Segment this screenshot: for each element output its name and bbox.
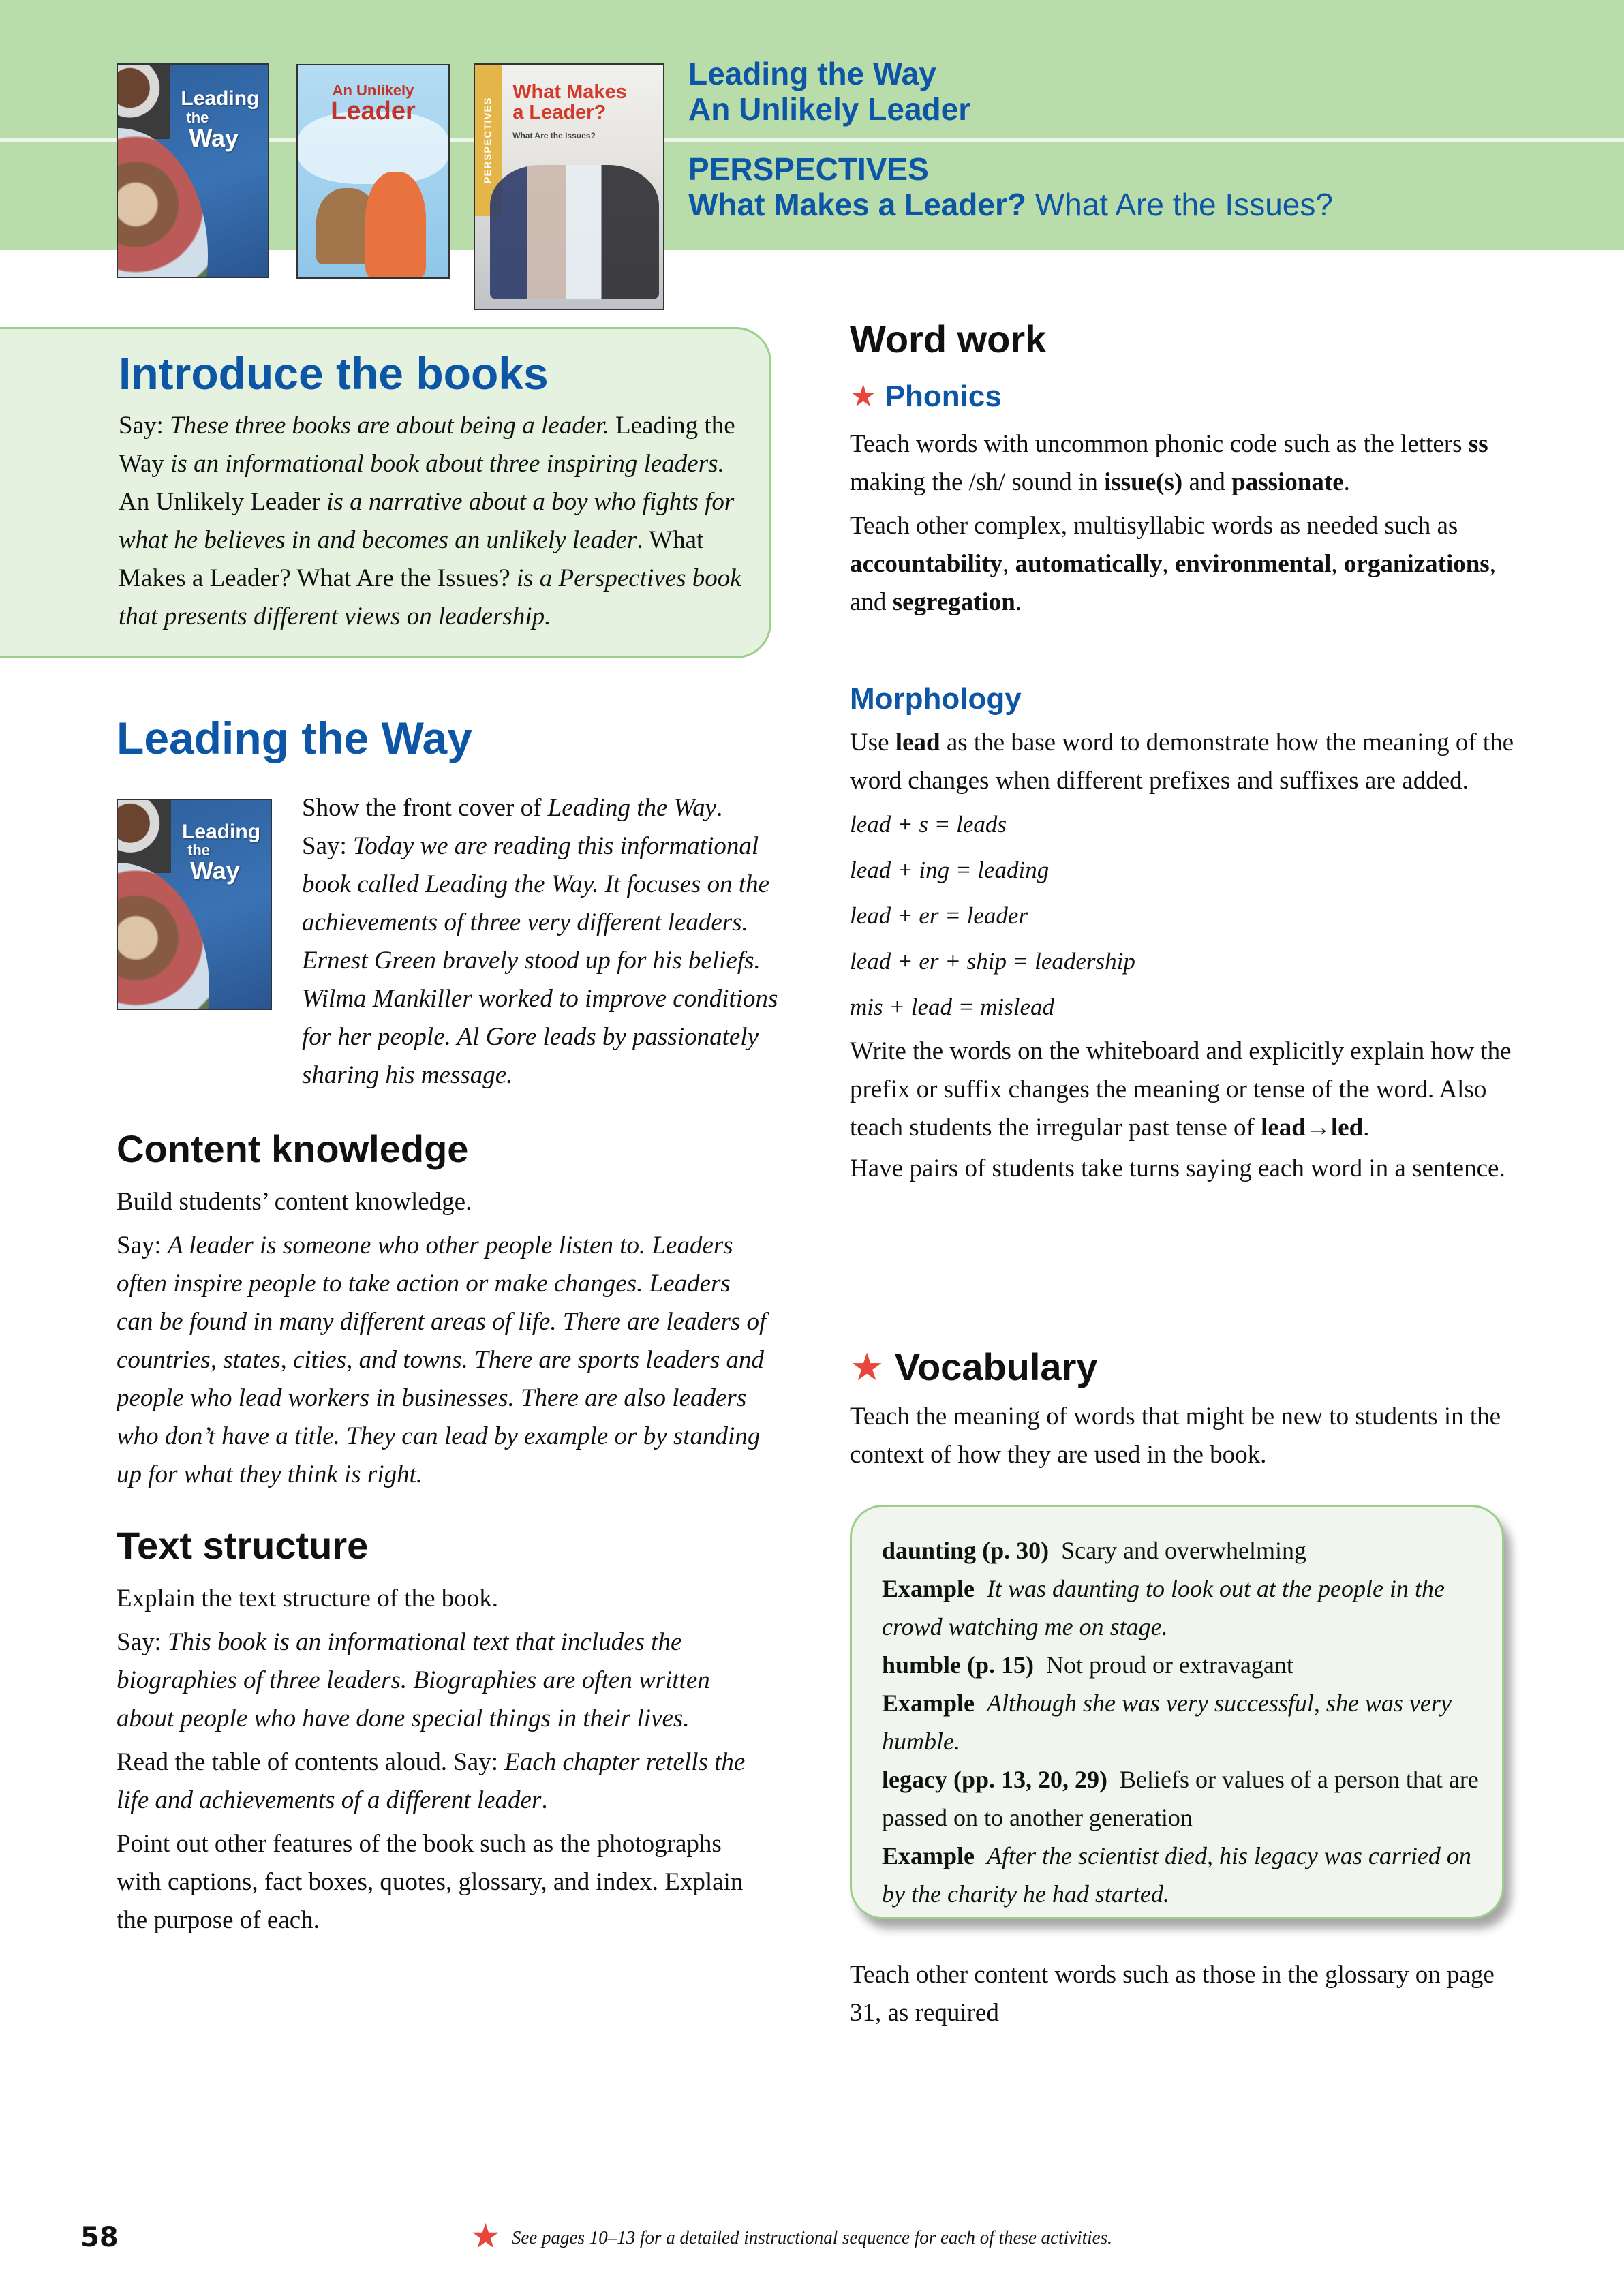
vocabulary-example-line (882, 1684, 1482, 1760)
cover-title-line: a Leader? (512, 102, 607, 124)
content-knowledge-instruction: Build students’ content knowledge. (117, 1188, 472, 1216)
cover-title-line: the (186, 108, 209, 126)
cover-title (298, 82, 448, 125)
perspectives-title-main: What Makes a Leader? (688, 187, 1026, 222)
punctuation: . (1015, 588, 1022, 616)
star-icon: ★ (470, 2216, 501, 2256)
key-word: segregation (892, 588, 1015, 616)
vocabulary-intro: Teach the meaning of words that might be new to students in the context of how they are used in the book. (850, 1403, 1501, 1469)
vocabulary-term: daunting (p. 30) (882, 1537, 1050, 1564)
leading-the-way-section (117, 713, 778, 1089)
text-structure-section (117, 1524, 771, 1940)
example-label: Example (882, 1842, 975, 1869)
punctuation: . (1363, 1114, 1370, 1142)
text: and (1182, 468, 1232, 496)
text-structure-heading: Text structure (117, 1524, 369, 1567)
quote-text: This book is an informational text that includes the biographies of three leaders. Biographies are often written about people who have done special things in their lives. (117, 1628, 710, 1732)
vocabulary-example: Although she was very successful, she was very humble. (882, 1689, 1452, 1755)
morphology-equation: lead + s = leads (850, 811, 1007, 838)
cover-title (512, 82, 627, 123)
vocabulary-box (850, 1505, 1504, 1919)
quote-text: is a Perspectives book that presents different views on leadership. (119, 564, 741, 630)
text-structure-instruction: Explain the text structure of the book. (117, 1585, 498, 1612)
star-icon: ★ (850, 1345, 885, 1390)
header-title-2: An Unlikely Leader (688, 91, 971, 127)
cover-title-line: Leading (181, 87, 260, 110)
phonics-text-2 (850, 507, 1521, 622)
morphology-text-1 (850, 724, 1521, 800)
morphology-equation: lead + er = leader (850, 902, 1028, 929)
morphology-equation: lead + ing = leading (850, 857, 1050, 883)
text: Teach words with uncommon phonic code such as the letters (850, 430, 1469, 458)
content-knowledge-say (117, 1227, 771, 1494)
introduce-books-box (0, 327, 771, 658)
phonics-text-1 (850, 425, 1521, 502)
punctuation: , (1331, 550, 1344, 578)
punctuation: , (1002, 550, 1015, 578)
cover-title-line: Leading (182, 820, 261, 843)
vocabulary-example-line (882, 1570, 1482, 1646)
vocabulary-section (850, 1345, 1521, 1474)
glossary-note-section (850, 1956, 1521, 2032)
vocabulary-entry (882, 1531, 1482, 1646)
book-cover-what-makes-a-leader-icon (474, 63, 664, 310)
book-cover-leading-the-way-icon (117, 63, 269, 278)
key-word: ss (1468, 430, 1488, 458)
punctuation: , (1162, 550, 1175, 578)
quote-text: A leader is someone who other people listen to. Leaders often inspire people to take action or make changes. Leaders can be found in many different areas of life. There are leaders of countries, states, cities, and towns. There are sports leaders and people who lead workers in businesses. There are also leaders who don’t have a title. They can lead by example or by standing up for what they think is right. (117, 1232, 767, 1488)
example-label: Example (882, 1689, 975, 1717)
key-word: issue(s) (1104, 468, 1183, 496)
cover-spine-label: PERSPECTIVES (482, 97, 494, 184)
cover-title-line: An Unlikely (332, 81, 414, 99)
show-cover-instruction (302, 789, 779, 1095)
punctuation: . (1343, 468, 1350, 496)
vocabulary-term-line (882, 1531, 1482, 1570)
book-title: . What Makes a Leader? What Are the Issues? (119, 526, 704, 592)
quote-text: These three books are about being a leader. (170, 412, 609, 440)
book-features-instruction: Point out other features of the book such as the photographs with captions, fact boxes, quotes, glossary, and index. Explain the purpose of each. (117, 1830, 744, 1934)
header-title-1: Leading the Way (688, 56, 936, 91)
vocabulary-heading (850, 1345, 1521, 1390)
vocabulary-term: humble (p. 15) (882, 1651, 1035, 1679)
cover-illustration (365, 172, 425, 278)
text: Write the words on the whiteboard and explicitly explain how the prefix or suffix changes the meaning or tense of the word. Also teach students the irregular past tense of (850, 1037, 1512, 1142)
vocabulary-definition: Scary and overwhelming (1061, 1537, 1306, 1564)
cover-photo (490, 165, 659, 299)
cover-title (181, 88, 259, 151)
morphology-text-3: Have pairs of students take turns saying each word in a sentence. (850, 1154, 1505, 1182)
text: as the base word to demonstrate how the meaning of the word changes when different prefixes and suffixes are added. (850, 729, 1514, 795)
say-label: Say: (302, 832, 354, 860)
vocabulary-entry (882, 1646, 1482, 1760)
cover-subtitle: What Are the Issues? (512, 130, 596, 140)
introduce-books-heading: Introduce the books (119, 348, 549, 399)
morphology-heading: Morphology (850, 682, 1022, 716)
book-title: Leading the Way (547, 794, 717, 822)
book-title: An Unlikely Leader (119, 488, 327, 516)
morphology-equation: mis + lead = mislead (850, 994, 1054, 1020)
book-cover-leading-the-way-icon (117, 799, 272, 1010)
cover-photo (117, 799, 171, 873)
content-knowledge-section (117, 1127, 771, 1494)
word-work-section (850, 320, 1521, 622)
table-of-contents-instruction (117, 1743, 771, 1820)
cover-title-line: Leader (331, 96, 416, 125)
introduce-books-content (119, 348, 746, 636)
glossary-note: Teach other content words such as those in the glossary on page 31, as required (850, 1961, 1495, 2027)
key-word: automatically (1015, 550, 1163, 578)
vocabulary-example: It was daunting to look out at the people in the crowd watching me on stage. (882, 1575, 1445, 1640)
perspectives-title-sub: What Are the Issues? (1035, 187, 1333, 222)
phonics-heading (850, 379, 1521, 414)
key-word: organizations (1343, 550, 1490, 578)
cover-photo (117, 63, 170, 139)
vocabulary-entry (882, 1760, 1482, 1913)
leading-the-way-text (302, 789, 779, 1095)
morphology-equation: lead + er + ship = leadership (850, 948, 1135, 975)
cover-title-line: Way (190, 857, 240, 885)
text: Use (850, 729, 895, 756)
content-knowledge-heading: Content knowledge (117, 1127, 469, 1170)
page-number: 58 (80, 2222, 119, 2253)
example-label: Example (882, 1575, 975, 1602)
quote-text: Each chapter retells the life and achievements of a different leader (117, 1748, 746, 1814)
perspectives-block (688, 151, 1333, 222)
morphology-section (850, 684, 1521, 1188)
vocabulary-definition: Beliefs or values of a person that are passed on to another generation (882, 1766, 1479, 1831)
vocabulary-term-line (882, 1646, 1482, 1684)
text: Teach other complex, multisyllabic words as needed such as (850, 512, 1458, 540)
series-label: PERSPECTIVES (688, 151, 929, 187)
key-word: lead→led (1261, 1114, 1364, 1142)
vocabulary-definition: Not proud or extravagant (1046, 1651, 1293, 1679)
perspectives-title (688, 187, 1333, 222)
key-word: accountability (850, 550, 1003, 578)
punctuation: . (716, 794, 723, 822)
quote-text: is a narrative about a boy who fights for what he believes in and becomes an unlikely leader (119, 488, 735, 554)
key-word: passionate (1231, 468, 1344, 496)
word-work-heading: Word work (850, 318, 1047, 361)
say-label: Say: (117, 1628, 168, 1656)
say-label: Say: (119, 412, 170, 440)
punctuation: . (541, 1786, 548, 1814)
footnote (470, 2216, 1112, 2256)
key-word: lead (895, 729, 940, 756)
instruction-text: Read the table of contents aloud. Say: (117, 1748, 505, 1776)
cover-photo (117, 863, 209, 1010)
key-word: environmental (1174, 550, 1332, 578)
introduce-books-text (119, 407, 746, 636)
morphology-text-2 (850, 1033, 1521, 1147)
cover-title-line: What Makes (512, 81, 627, 104)
text-structure-say (117, 1623, 771, 1738)
cover-title-line: the (187, 842, 211, 859)
quote-text: is an informational book about three inspiring leaders. (170, 450, 724, 478)
vocabulary-heading-label: Vocabulary (894, 1345, 1098, 1388)
cover-title (182, 821, 260, 884)
header-titles (688, 56, 1333, 222)
cover-title-line: Way (189, 123, 239, 152)
leading-the-way-heading: Leading the Way (117, 713, 472, 763)
star-icon: ★ (850, 379, 877, 414)
quote-text: Today we are reading this informational book called Leading the Way. It focuses on the achievements of three very different leaders. Ernest Green bravely stood up for his beliefs. Wilma Mankiller worked to improve conditions for her people. Al Gore leads by passionately sharing his message. (302, 832, 778, 1089)
instruction-text: Show the front cover of (302, 794, 548, 822)
text: , and (850, 550, 1496, 616)
vocabulary-example: After the scientist died, his legacy was carried on by the charity he had started. (882, 1842, 1471, 1908)
vocabulary-term-line (882, 1760, 1482, 1837)
book-cover-an-unlikely-leader-icon (296, 64, 450, 279)
vocabulary-term: legacy (pp. 13, 20, 29) (882, 1766, 1107, 1793)
text: making the /sh/ sound in (850, 468, 1105, 496)
vocabulary-entries (882, 1531, 1482, 1913)
footnote-text: See pages 10–13 for a detailed instructional sequence for each of these activities. (511, 2227, 1112, 2248)
say-label: Say: (117, 1232, 168, 1259)
book-title: Leading the Way (119, 412, 735, 478)
vocabulary-example-line (882, 1837, 1482, 1913)
phonics-heading-label: Phonics (885, 380, 1002, 413)
